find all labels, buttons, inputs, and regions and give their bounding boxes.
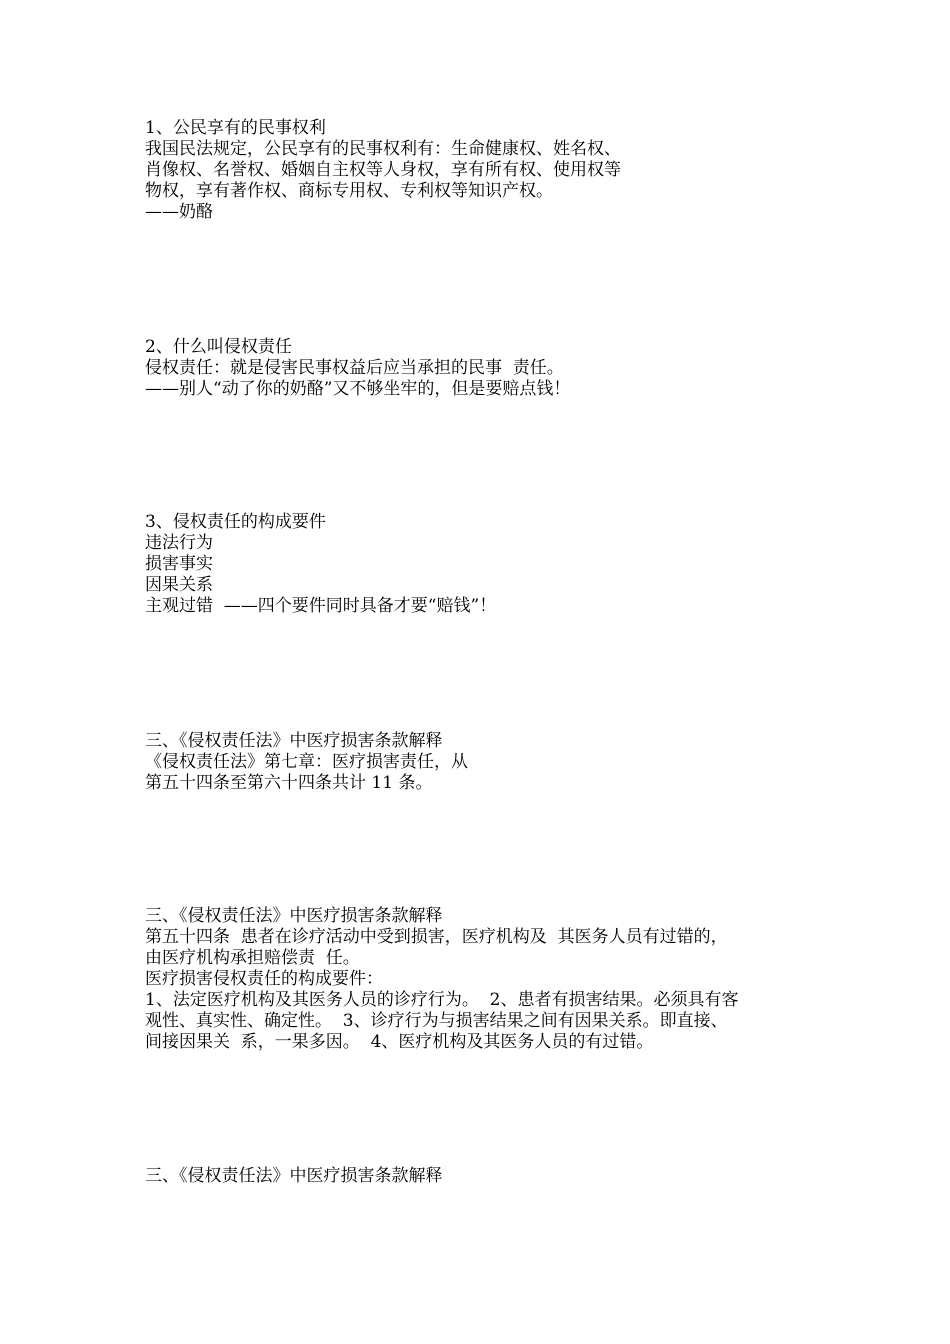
paragraph-line: 第五十四条 患者在诊疗活动中受到损害，医疗机构及 其医务人员有过错的， <box>145 927 728 947</box>
section-tort-elements <box>145 512 825 617</box>
section-heading: 3、侵权责任的构成要件 <box>145 512 326 532</box>
section-article-54 <box>145 906 825 1053</box>
section-tort-liability-definition <box>145 337 825 400</box>
paragraph-line: 侵权责任：就是侵害民事权益后应当承担的民事 责任。 <box>145 358 564 378</box>
paragraph-line: 间接因果关 系，一果多因。 4、医疗机构及其医务人员的有过错。 <box>145 1032 654 1052</box>
section-heading: 1、公民享有的民事权利 <box>145 118 326 138</box>
section-heading: 三、《侵权责任法》中医疗损害条款解释 <box>145 731 443 751</box>
paragraph-line: 1、法定医疗机构及其医务人员的诊疗行为。 2、患者有损害结果。必须具有客 <box>145 990 739 1010</box>
list-item: 因果关系 <box>145 575 213 595</box>
paragraph-line: 由医疗机构承担赔偿责 任。 <box>145 948 360 968</box>
section-trailing-heading <box>145 1166 825 1187</box>
list-item: 损害事实 <box>145 554 213 574</box>
section-medical-damage-chapter <box>145 731 825 794</box>
section-heading: 三、《侵权责任法》中医疗损害条款解释 <box>145 906 443 926</box>
section-heading: 2、什么叫侵权责任 <box>145 337 292 357</box>
paragraph-line: 第五十四条至第六十四条共计 11 条。 <box>145 773 433 793</box>
paragraph-line: 《侵权责任法》第七章：医疗损害责任，从 <box>145 752 468 772</box>
section-civil-rights <box>145 118 825 223</box>
list-item: 主观过错 ——四个要件同时具备才要“赔钱”！ <box>145 596 497 616</box>
paragraph-line: 肖像权、名誉权、婚姻自主权等人身权，享有所有权、使用权等 <box>145 160 621 180</box>
paragraph-line: 观性、真实性、确定性。 3、诊疗行为与损害结果之间有因果关系。即直接、 <box>145 1011 728 1031</box>
paragraph-line: 物权，享有著作权、商标专用权、专利权等知识产权。 <box>145 181 553 201</box>
section-heading: 三、《侵权责任法》中医疗损害条款解释 <box>145 1166 443 1186</box>
list-item: 违法行为 <box>145 533 213 553</box>
paragraph-line: ——别人“动了你的奶酪”又不够坐牢的，但是要赔点钱！ <box>145 379 571 399</box>
paragraph-line: 医疗损害侵权责任的构成要件： <box>145 969 383 989</box>
paragraph-line: ——奶酪 <box>145 202 213 222</box>
paragraph-line: 我国民法规定，公民享有的民事权利有：生命健康权、姓名权、 <box>145 139 621 159</box>
